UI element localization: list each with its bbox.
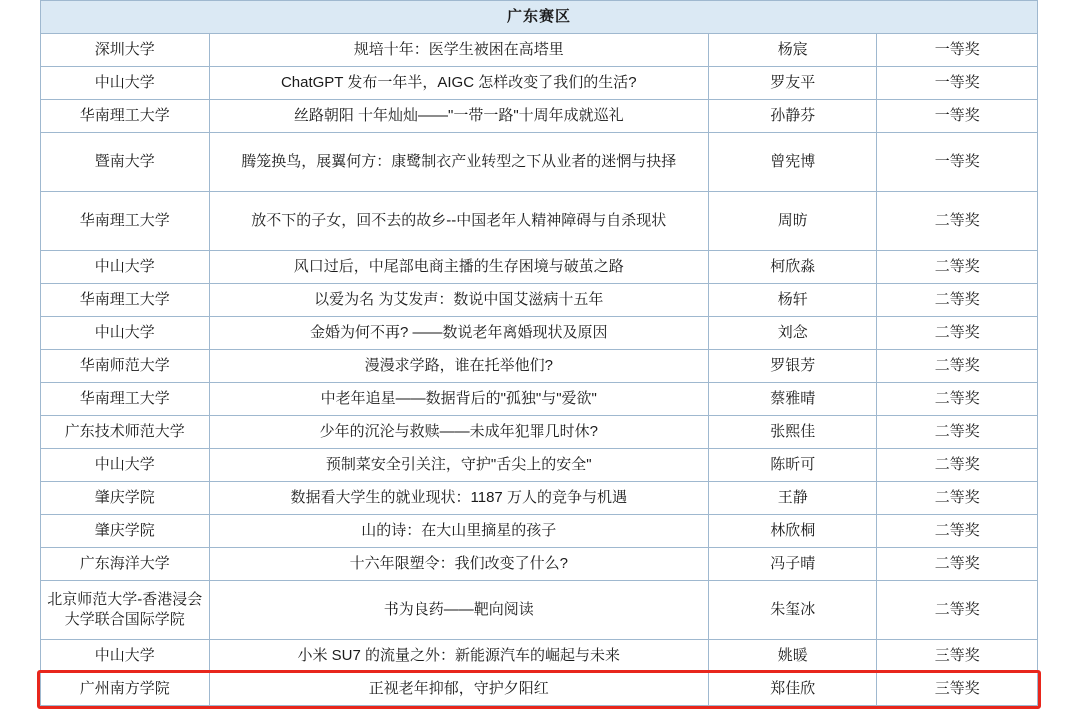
cell-award: 二等奖 xyxy=(877,548,1038,581)
cell-award: 一等奖 xyxy=(877,133,1038,192)
cell-school: 肇庆学院 xyxy=(41,482,210,515)
cell-author: 陈昕可 xyxy=(708,449,877,482)
table-row xyxy=(41,548,1038,581)
table-row xyxy=(41,515,1038,548)
cell-work: 丝路朝阳 十年灿灿——"一带一路"十周年成就巡礼 xyxy=(209,100,708,133)
cell-award: 一等奖 xyxy=(877,67,1038,100)
cell-school: 华南理工大学 xyxy=(41,192,210,251)
cell-work: 正视老年抑郁，守护夕阳红 xyxy=(209,673,708,706)
cell-author: 冯子晴 xyxy=(708,548,877,581)
cell-work: 少年的沉沦与救赎——未成年犯罪几时休? xyxy=(209,416,708,449)
cell-school: 北京师范大学-香港浸会大学联合国际学院 xyxy=(41,581,210,640)
cell-school: 中山大学 xyxy=(41,449,210,482)
cell-award: 二等奖 xyxy=(877,482,1038,515)
cell-award: 二等奖 xyxy=(877,383,1038,416)
cell-work: 以爱为名 为艾发声：数说中国艾滋病十五年 xyxy=(209,284,708,317)
cell-award: 一等奖 xyxy=(877,34,1038,67)
cell-school: 深圳大学 xyxy=(41,34,210,67)
cell-author: 林欣桐 xyxy=(708,515,877,548)
table-row xyxy=(41,640,1038,673)
cell-school: 华南理工大学 xyxy=(41,383,210,416)
cell-work: 腾笼换鸟，展翼何方：康鹭制衣产业转型之下从业者的迷惘与抉择 xyxy=(209,133,708,192)
table-row xyxy=(41,673,1038,706)
cell-award: 二等奖 xyxy=(877,581,1038,640)
cell-work: 数据看大学生的就业现状：1187 万人的竞争与机遇 xyxy=(209,482,708,515)
cell-author: 姚暖 xyxy=(708,640,877,673)
cell-author: 罗银芳 xyxy=(708,350,877,383)
cell-work: ChatGPT 发布一年半，AIGC 怎样改变了我们的生活? xyxy=(209,67,708,100)
cell-award: 三等奖 xyxy=(877,673,1038,706)
table-row xyxy=(41,133,1038,192)
cell-work: 十六年限塑令：我们改变了什么? xyxy=(209,548,708,581)
cell-award: 二等奖 xyxy=(877,449,1038,482)
cell-author: 郑佳欣 xyxy=(708,673,877,706)
cell-author: 朱玺冰 xyxy=(708,581,877,640)
cell-school: 华南理工大学 xyxy=(41,284,210,317)
cell-author: 柯欣淼 xyxy=(708,251,877,284)
cell-work: 漫漫求学路，谁在托举他们? xyxy=(209,350,708,383)
cell-author: 孙静芬 xyxy=(708,100,877,133)
cell-work: 规培十年：医学生被困在高塔里 xyxy=(209,34,708,67)
cell-author: 刘念 xyxy=(708,317,877,350)
cell-author: 王静 xyxy=(708,482,877,515)
cell-award: 二等奖 xyxy=(877,317,1038,350)
cell-work: 风口过后，中尾部电商主播的生存困境与破茧之路 xyxy=(209,251,708,284)
cell-work: 金婚为何不再? ——数说老年离婚现状及原因 xyxy=(209,317,708,350)
table-row xyxy=(41,67,1038,100)
cell-author: 杨轩 xyxy=(708,284,877,317)
cell-school: 广东技术师范大学 xyxy=(41,416,210,449)
table-row xyxy=(41,383,1038,416)
cell-author: 罗友平 xyxy=(708,67,877,100)
cell-work: 预制菜安全引关注，守护"舌尖上的安全" xyxy=(209,449,708,482)
table-row xyxy=(41,449,1038,482)
cell-school: 暨南大学 xyxy=(41,133,210,192)
cell-work: 书为良药——靶向阅读 xyxy=(209,581,708,640)
cell-award: 二等奖 xyxy=(877,515,1038,548)
cell-school: 华南师范大学 xyxy=(41,350,210,383)
cell-author: 杨宸 xyxy=(708,34,877,67)
cell-school: 中山大学 xyxy=(41,251,210,284)
table-title: 广东赛区 xyxy=(41,1,1038,34)
cell-work: 中老年追星——数据背后的"孤独"与"爱欲" xyxy=(209,383,708,416)
cell-author: 周昉 xyxy=(708,192,877,251)
cell-school: 广东海洋大学 xyxy=(41,548,210,581)
cell-award: 二等奖 xyxy=(877,284,1038,317)
table-row xyxy=(41,192,1038,251)
table-title-row xyxy=(41,1,1038,34)
cell-author: 蔡雅晴 xyxy=(708,383,877,416)
table-row xyxy=(41,284,1038,317)
table-row xyxy=(41,251,1038,284)
cell-school: 华南理工大学 xyxy=(41,100,210,133)
cell-school: 中山大学 xyxy=(41,317,210,350)
award-table-body xyxy=(41,1,1038,706)
cell-author: 张熙佳 xyxy=(708,416,877,449)
cell-award: 二等奖 xyxy=(877,350,1038,383)
cell-award: 二等奖 xyxy=(877,192,1038,251)
cell-award: 二等奖 xyxy=(877,251,1038,284)
table-row xyxy=(41,34,1038,67)
cell-school: 中山大学 xyxy=(41,67,210,100)
cell-work: 放不下的子女，回不去的故乡--中国老年人精神障碍与自杀现状 xyxy=(209,192,708,251)
table-row xyxy=(41,482,1038,515)
award-table xyxy=(40,0,1038,706)
cell-school: 肇庆学院 xyxy=(41,515,210,548)
table-row xyxy=(41,100,1038,133)
table-row xyxy=(41,416,1038,449)
cell-award: 一等奖 xyxy=(877,100,1038,133)
cell-award: 二等奖 xyxy=(877,416,1038,449)
cell-author: 曾宪博 xyxy=(708,133,877,192)
cell-school: 广州南方学院 xyxy=(41,673,210,706)
award-table-container xyxy=(40,0,1038,706)
cell-work: 山的诗：在大山里摘星的孩子 xyxy=(209,515,708,548)
cell-award: 三等奖 xyxy=(877,640,1038,673)
table-row xyxy=(41,581,1038,640)
table-row xyxy=(41,317,1038,350)
table-row xyxy=(41,350,1038,383)
cell-work: 小米 SU7 的流量之外：新能源汽车的崛起与未来 xyxy=(209,640,708,673)
cell-school: 中山大学 xyxy=(41,640,210,673)
